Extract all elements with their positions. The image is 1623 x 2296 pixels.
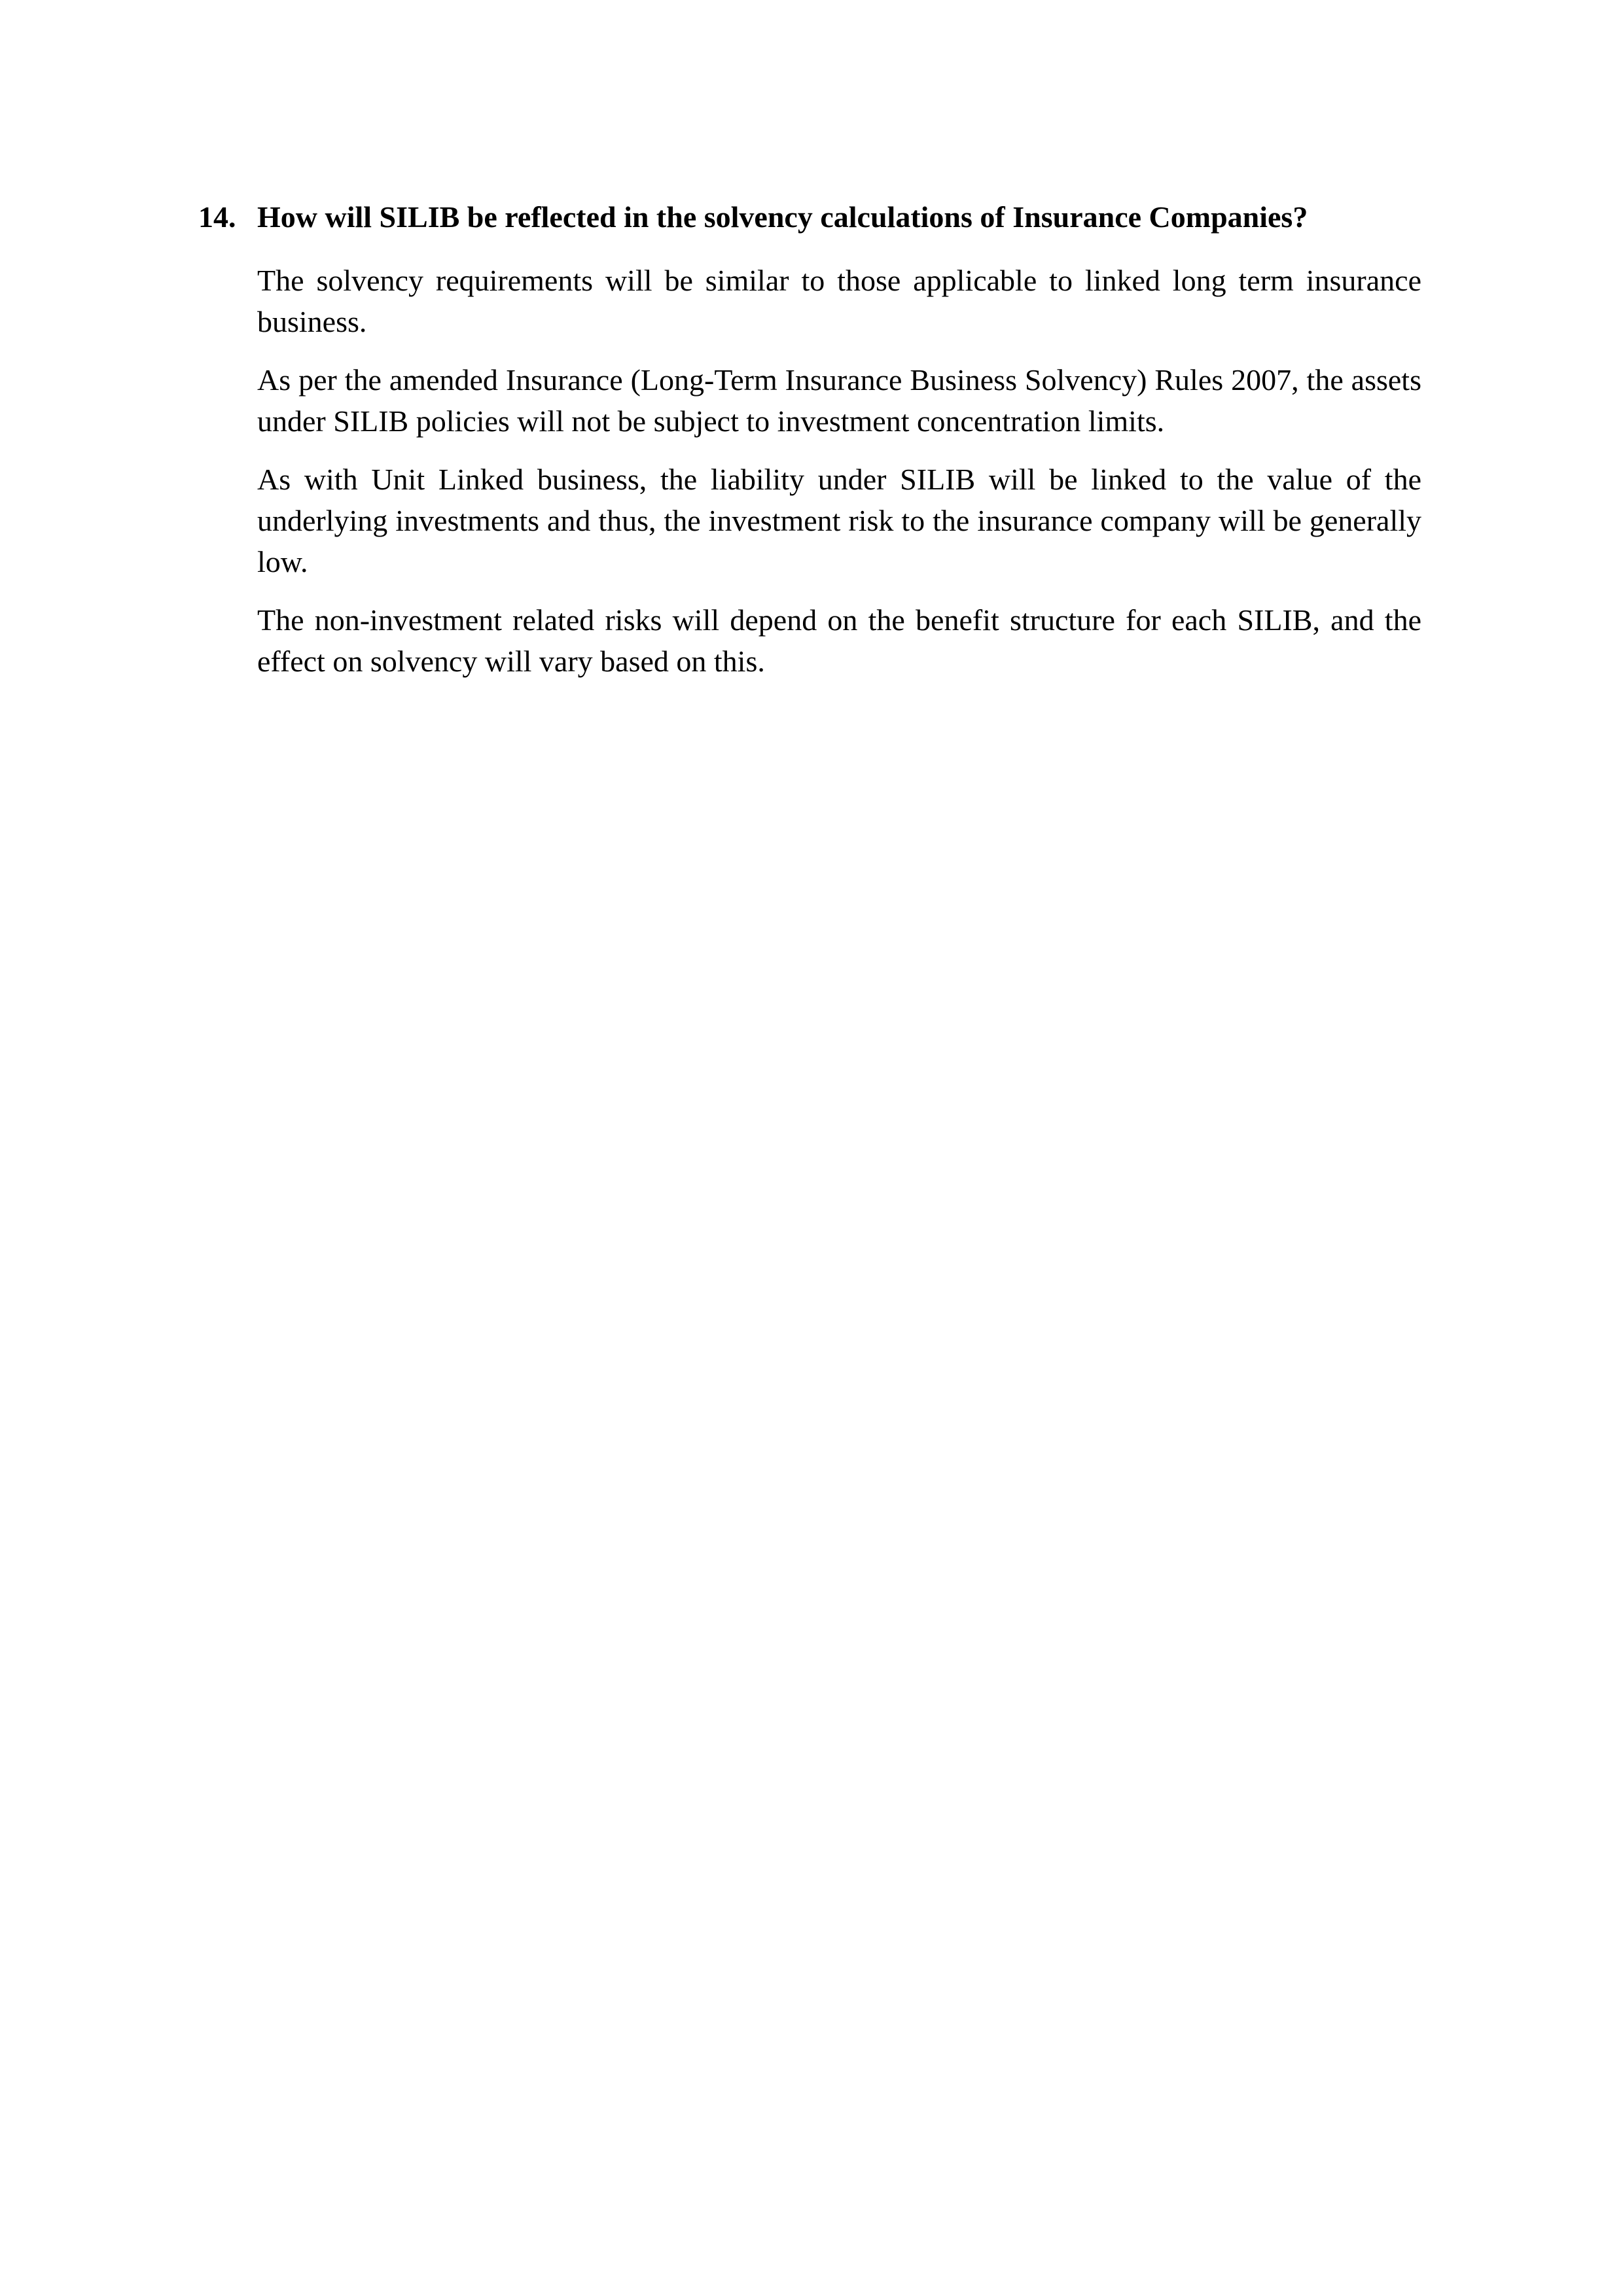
question-title: How will SILIB be reflected in the solvency calculations of Insurance Companies? [257,200,1308,234]
paragraph: As per the amended Insurance (Long-Term Insurance Business Solvency) Rules 2007, the assets under SILIB policies will not be subject to investment concentration limits. [257,363,1421,438]
paragraph: As with Unit Linked business, the liability under SILIB will be linked to the value of the underlying investments and thus, the investment risk to the insurance company will be generally low. [257,463,1421,578]
answer-paragraphs [257,260,1421,682]
question-number: 14. [198,200,236,234]
paragraph: The non-investment related risks will depend on the benefit structure for each SILIB, and the effect on solvency will vary based on this. [257,603,1421,678]
question-heading [198,196,1421,238]
text-block [198,196,1421,699]
paragraph: The solvency requirements will be similar to those applicable to linked long term insurance business. [257,264,1421,338]
